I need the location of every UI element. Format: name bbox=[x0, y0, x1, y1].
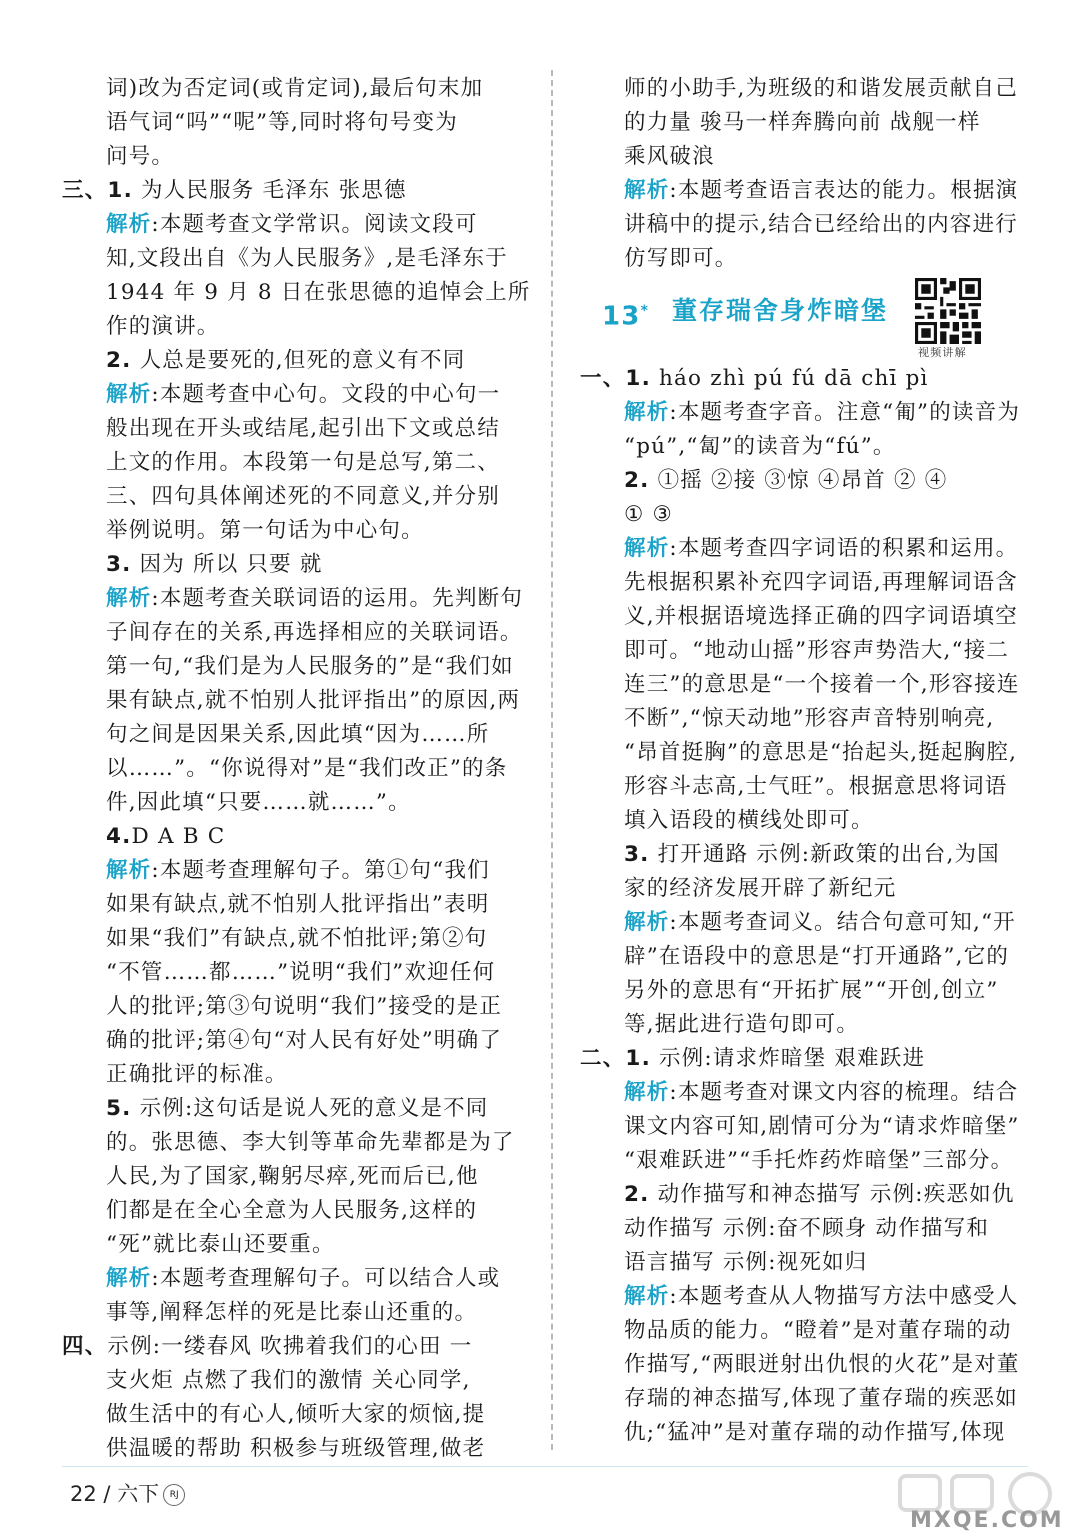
text-line bbox=[62, 72, 530, 106]
line-text: D A B C bbox=[131, 824, 226, 849]
text-line bbox=[580, 72, 1028, 106]
text-line bbox=[580, 804, 1028, 838]
lesson-title-block bbox=[580, 276, 1028, 362]
line-text: 问号。 bbox=[106, 144, 175, 169]
question-number: 2. bbox=[624, 1182, 650, 1207]
text-line bbox=[62, 344, 530, 378]
line-text: 示例:这句话是说人死的意义是不同 bbox=[131, 1096, 489, 1121]
text-line bbox=[580, 464, 1028, 498]
analysis-label: 解析 bbox=[624, 910, 670, 935]
text-line bbox=[580, 1280, 1028, 1314]
text-line bbox=[62, 650, 530, 684]
line-text: 件,因此填“只要……就……”。 bbox=[106, 790, 411, 815]
text-line bbox=[580, 532, 1028, 566]
question-number: 1. bbox=[107, 178, 133, 203]
line-text: 人总是要死的,但死的意义有不同 bbox=[131, 348, 466, 373]
line-text: 供温暖的帮助 积极参与班级管理,做老 bbox=[106, 1436, 486, 1461]
text-line bbox=[62, 752, 530, 786]
text-line bbox=[62, 514, 530, 548]
line-text: 讲稿中的提示,结合已经给出的内容进行 bbox=[624, 212, 1018, 237]
line-text: :本题考查对课文内容的梳理。结合 bbox=[669, 1080, 1019, 1105]
text-line bbox=[580, 1416, 1028, 1450]
watermark-text: MXQE.COM bbox=[910, 1508, 1064, 1533]
column-divider bbox=[551, 70, 553, 1450]
right-column bbox=[580, 72, 1028, 1450]
text-line bbox=[580, 1076, 1028, 1110]
text-line bbox=[580, 396, 1028, 430]
line-text: 词)改为否定词(或肯定词),最后句末加 bbox=[106, 76, 484, 101]
line-text: 句之间是因果关系,因此填“因为……所 bbox=[106, 722, 490, 747]
text-line bbox=[62, 378, 530, 412]
analysis-label: 解析 bbox=[624, 400, 670, 425]
text-line bbox=[580, 1008, 1028, 1042]
text-line bbox=[62, 1364, 530, 1398]
text-line bbox=[62, 854, 530, 888]
text-line bbox=[580, 906, 1028, 940]
line-text: 家的经济发展开辟了新纪元 bbox=[624, 876, 897, 901]
line-text: 课文内容可知,剧情可分为“请求炸暗堡” bbox=[624, 1114, 1020, 1139]
text-line bbox=[62, 1058, 530, 1092]
question-number: 3. bbox=[624, 842, 650, 867]
line-text: 知,文段出自《为人民服务》,是毛泽东于 bbox=[106, 246, 508, 271]
line-text: 物品质的能力。“瞪着”是对董存瑞的动 bbox=[624, 1318, 1012, 1343]
text-line bbox=[62, 446, 530, 480]
text-line bbox=[62, 242, 530, 276]
text-line bbox=[62, 1126, 530, 1160]
question-number: 1. bbox=[625, 1046, 651, 1071]
line-text: 填入语段的横线处即可。 bbox=[624, 808, 874, 833]
line-text: :本题考查理解句子。可以结合人或 bbox=[151, 1266, 501, 1291]
text-line bbox=[62, 786, 530, 820]
line-text: 做生活中的有心人,倾听大家的烦恼,提 bbox=[106, 1402, 486, 1427]
line-text: :本题考查关联词语的运用。先判断句 bbox=[151, 586, 524, 611]
text-line bbox=[580, 362, 1028, 396]
text-line bbox=[62, 616, 530, 650]
line-text: 作描写,“两眼迸射出仇恨的火花”是对董 bbox=[624, 1352, 1020, 1377]
analysis-label: 解析 bbox=[624, 1284, 670, 1309]
line-text: 因为 所以 只要 就 bbox=[131, 552, 323, 577]
text-line bbox=[580, 1110, 1028, 1144]
lesson-title: 董存瑞舍身炸暗堡 bbox=[672, 296, 889, 325]
text-line bbox=[580, 634, 1028, 668]
line-text: “艰难跃进”“手托炸药炸暗堡”三部分。 bbox=[624, 1148, 1014, 1173]
section-marker: 二、 bbox=[580, 1046, 626, 1071]
line-text: 仇;“猛冲”是对董存瑞的动作描写,体现 bbox=[624, 1420, 1006, 1445]
line-text: 1944 年 9 月 8 日在张思德的追悼会上所 bbox=[106, 280, 531, 305]
qr-label: 视频讲解 bbox=[918, 346, 967, 359]
text-line bbox=[62, 1398, 530, 1432]
text-line bbox=[62, 956, 530, 990]
line-text: :本题考查从人物描写方法中感受人 bbox=[669, 1284, 1019, 1309]
text-line bbox=[580, 208, 1028, 242]
text-line bbox=[62, 140, 530, 174]
text-line bbox=[580, 242, 1028, 276]
line-text: :本题考查四字词语的积累和运用。 bbox=[669, 536, 1019, 561]
text-line bbox=[580, 140, 1028, 174]
text-line bbox=[62, 1092, 530, 1126]
question-number: 1. bbox=[625, 366, 651, 391]
text-line bbox=[580, 736, 1028, 770]
line-text: “不管……都……”说明“我们”欢迎任何 bbox=[106, 960, 496, 985]
line-text: 如果“我们”有缺点,就不怕批评;第②句 bbox=[106, 926, 488, 951]
edition-badge: RJ bbox=[163, 1484, 185, 1506]
line-text: 般出现在开头或结尾,起引出下文或总结 bbox=[106, 416, 500, 441]
text-line bbox=[580, 668, 1028, 702]
line-text: 的力量 骏马一样奔腾向前 战舰一样 bbox=[624, 110, 981, 135]
line-text: 为人民服务 毛泽东 张思德 bbox=[132, 178, 407, 203]
question-number: 4. bbox=[106, 824, 132, 849]
text-line bbox=[580, 498, 1028, 532]
question-number: 3. bbox=[106, 552, 132, 577]
question-number: 2. bbox=[106, 348, 132, 373]
analysis-label: 解析 bbox=[624, 536, 670, 561]
footer-rule bbox=[62, 1466, 1028, 1467]
qr-code-icon[interactable] bbox=[915, 278, 981, 344]
line-text: 存瑞的神态描写,体现了董存瑞的疾恶如 bbox=[624, 1386, 1018, 1411]
line-text: 义,并根据语境选择正确的四字词语填空 bbox=[624, 604, 1018, 629]
line-text: 示例:一缕春风 吹拂着我们的心田 一 bbox=[107, 1334, 473, 1359]
text-line bbox=[580, 974, 1028, 1008]
text-line bbox=[62, 106, 530, 140]
question-number: 5. bbox=[106, 1096, 132, 1121]
line-text: 不断”,“惊天动地”形容声音特别响亮, bbox=[624, 706, 995, 731]
line-text: 示例:请求炸暗堡 艰难跃进 bbox=[650, 1046, 926, 1071]
line-text: 即可。“地动山摇”形容声势浩大,“接二 bbox=[624, 638, 1010, 663]
text-line bbox=[62, 1024, 530, 1058]
line-text: :本题考查字音。注意“匍”的读音为 bbox=[669, 400, 1021, 425]
line-text: 形容斗志高,士气旺”。根据意思将词语 bbox=[624, 774, 1008, 799]
text-line bbox=[580, 1144, 1028, 1178]
line-text: 确的批评;第④句“对人民有好处”明确了 bbox=[106, 1028, 503, 1053]
text-line bbox=[580, 1382, 1028, 1416]
page-footer bbox=[70, 1478, 185, 1508]
text-line bbox=[62, 718, 530, 752]
line-text: 动作描写 示例:奋不顾身 动作描写和 bbox=[624, 1216, 990, 1241]
analysis-label: 解析 bbox=[106, 382, 152, 407]
analysis-label: 解析 bbox=[106, 1266, 152, 1291]
line-text: 等,据此进行造句即可。 bbox=[624, 1012, 860, 1037]
line-text: 动作描写和神态描写 示例:疾恶如仇 bbox=[649, 1182, 1015, 1207]
text-line bbox=[62, 310, 530, 344]
line-text: ① ③ bbox=[624, 502, 673, 527]
line-text: 的。张思德、李大钊等革命先辈都是为了 bbox=[106, 1130, 515, 1155]
line-text: 语气词“吗”“呢”等,同时将句号变为 bbox=[106, 110, 458, 135]
line-text: 事等,阐释怎样的死是比泰山还重的。 bbox=[106, 1300, 478, 1325]
line-text: :本题考查语言表达的能力。根据演 bbox=[669, 178, 1019, 203]
text-line bbox=[580, 106, 1028, 140]
text-line bbox=[580, 600, 1028, 634]
text-line bbox=[62, 582, 530, 616]
line-text: 仿写即可。 bbox=[624, 246, 738, 271]
text-line bbox=[62, 276, 530, 310]
text-line bbox=[62, 1228, 530, 1262]
line-text: 第一句,“我们是为人民服务的”是“我们如 bbox=[106, 654, 514, 679]
line-text: “pú”,“匐”的读音为“fú”。 bbox=[624, 434, 896, 459]
line-text: 正确批评的标准。 bbox=[106, 1062, 288, 1087]
line-text: 师的小助手,为班级的和谐发展贡献自己 bbox=[624, 76, 1018, 101]
analysis-label: 解析 bbox=[624, 178, 670, 203]
line-text: 辟”在语段中的意思是“打开通路”,它的 bbox=[624, 944, 1010, 969]
line-text: 先根据积累补充四字词语,再理解词语含 bbox=[624, 570, 1018, 595]
text-line bbox=[62, 888, 530, 922]
text-line bbox=[62, 684, 530, 718]
analysis-label: 解析 bbox=[624, 1080, 670, 1105]
text-line bbox=[62, 1262, 530, 1296]
line-text: 乘风破浪 bbox=[624, 144, 715, 169]
left-column bbox=[62, 72, 530, 1466]
line-text: 以……”。“你说得对”是“我们改正”的条 bbox=[106, 756, 508, 781]
line-text: “昂首挺胸”的意思是“抬起头,挺起胸腔, bbox=[624, 740, 1018, 765]
question-number: 2. bbox=[624, 468, 650, 493]
line-text: 另外的意思有“开拓扩展”“开创,创立” bbox=[624, 978, 999, 1003]
text-line bbox=[580, 838, 1028, 872]
text-line bbox=[62, 820, 530, 854]
text-line bbox=[580, 940, 1028, 974]
text-line bbox=[62, 1160, 530, 1194]
analysis-label: 解析 bbox=[106, 858, 152, 883]
analysis-label: 解析 bbox=[106, 212, 152, 237]
text-line bbox=[580, 1314, 1028, 1348]
text-line bbox=[580, 702, 1028, 736]
text-line bbox=[62, 548, 530, 582]
page-number: 22 bbox=[70, 1482, 97, 1506]
text-line bbox=[580, 872, 1028, 906]
line-text: 举例说明。第一句话为中心句。 bbox=[106, 518, 424, 543]
line-text: 们都是在全心全意为人民服务,这样的 bbox=[106, 1198, 478, 1223]
line-text: 三、四句具体阐述死的不同意义,并分别 bbox=[106, 484, 500, 509]
line-text: :本题考查文学常识。阅读文段可 bbox=[151, 212, 478, 237]
line-text: 打开通路 示例:新政策的出台,为国 bbox=[649, 842, 1000, 867]
line-text: 如果有缺点,就不怕别人批评指出”表明 bbox=[106, 892, 490, 917]
text-line bbox=[580, 1348, 1028, 1382]
analysis-label: 解析 bbox=[106, 586, 152, 611]
line-text: 人的批评;第③句说明“我们”接受的是正 bbox=[106, 994, 503, 1019]
text-line bbox=[62, 1330, 530, 1364]
line-text: 人民,为了国家,鞠躬尽瘁,死而后已,他 bbox=[106, 1164, 479, 1189]
text-line bbox=[580, 1246, 1028, 1280]
text-line bbox=[580, 770, 1028, 804]
text-line bbox=[62, 990, 530, 1024]
line-text: :本题考查理解句子。第①句“我们 bbox=[151, 858, 490, 883]
line-text: :本题考查词义。结合句意可知,“开 bbox=[669, 910, 1016, 935]
text-line bbox=[580, 566, 1028, 600]
line-text: 语言描写 示例:视死如归 bbox=[624, 1250, 868, 1275]
line-text: 连三”的意思是“一个接着一个,形容接连 bbox=[624, 672, 1020, 697]
text-line bbox=[62, 208, 530, 242]
text-line bbox=[62, 1194, 530, 1228]
section-marker: 一、 bbox=[580, 366, 626, 391]
line-text: ①摇 ②接 ③惊 ④昂首 ② ④ bbox=[649, 468, 948, 493]
line-text: háo zhì pú fú dā chī pì bbox=[650, 366, 929, 391]
text-line bbox=[62, 412, 530, 446]
line-text: 作的演讲。 bbox=[106, 314, 220, 339]
line-text: “死”就比泰山还要重。 bbox=[106, 1232, 335, 1257]
text-line bbox=[580, 1042, 1028, 1076]
text-line bbox=[62, 174, 530, 208]
section-marker: 三、 bbox=[62, 178, 108, 203]
section-marker: 四、 bbox=[62, 1334, 108, 1359]
line-text: 上文的作用。本段第一句是总写,第二、 bbox=[106, 450, 500, 475]
text-line bbox=[580, 1178, 1028, 1212]
text-line bbox=[62, 922, 530, 956]
footer-separator: / bbox=[103, 1482, 111, 1506]
text-line bbox=[62, 1296, 530, 1330]
text-line bbox=[62, 1432, 530, 1466]
line-text: :本题考查中心句。文段的中心句一 bbox=[151, 382, 501, 407]
text-line bbox=[580, 430, 1028, 464]
text-line bbox=[62, 480, 530, 514]
line-text: 果有缺点,就不怕别人批评指出”的原因,两 bbox=[106, 688, 521, 713]
grade-label: 六下 bbox=[117, 1482, 160, 1506]
line-text: 支火炬 点燃了我们的激情 关心同学, bbox=[106, 1368, 471, 1393]
lesson-number: 13* bbox=[602, 301, 650, 332]
text-line bbox=[580, 174, 1028, 208]
line-text: 子间存在的关系,再选择相应的关联词语。 bbox=[106, 620, 523, 645]
text-line bbox=[580, 1212, 1028, 1246]
